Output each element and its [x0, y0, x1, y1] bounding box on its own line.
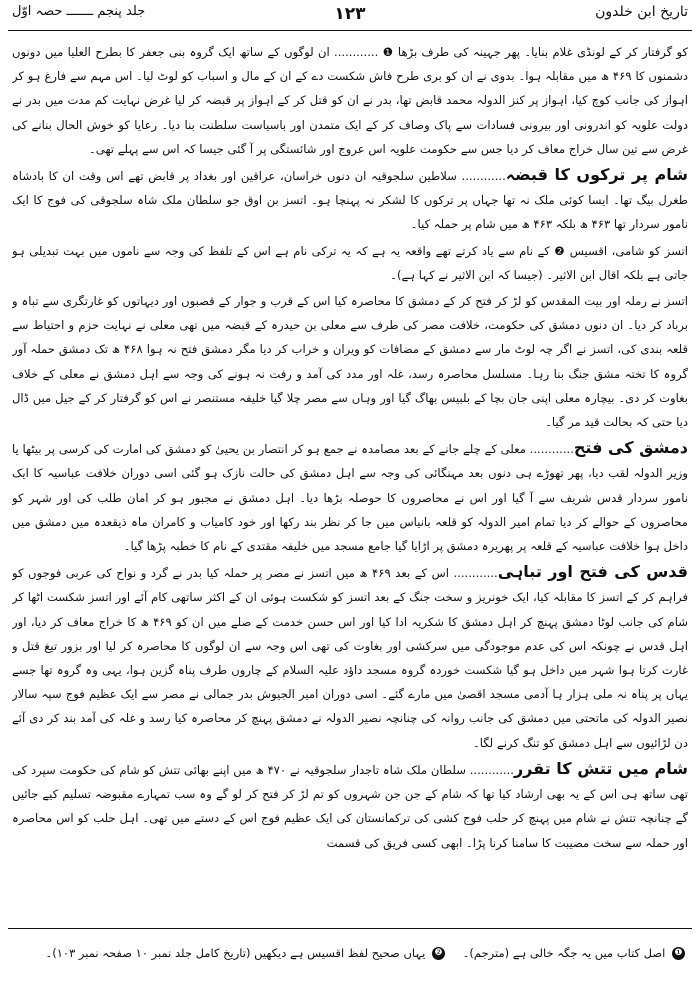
page-body	[12, 40, 688, 915]
footnote-marker: ❷	[432, 947, 445, 960]
paragraph: کو گرفتار کر کے لونڈی غلام بنایا۔ پھر جہینہ کی طرف بڑھا ❶ ............ ان لوگوں کے ساتھ ایک گروہ بنی جعفر کا بطرح العلیا میں دونوں دشمنوں کا ۴۶۹ ھ میں مقابلہ ہوا۔ بدوی نے ان کو بری طرح فاش شکست دے کے ان کے مال و اسباب کو لوٹ لیا۔ اس مہم سے فارغ ہو کر اہواز کی جانب کوچ کیا، اہواز پر کنز الدولہ محمد قابض تھا، بدر نے ان کو قتل کر کے اہواز پر قبضہ کر لیا غرض نہایت کم مدت میں بدر نے دولت علویہ کو اندرونی اور بیرونی فسادات سے پاک وصاف کر کے ایک متمدن اور باسیاست سلطنت بنا دیا۔ رعایا کو خوش الحال بنانے کی غرض سے تین سال خراج معاف کر دیا جس سے حکومت علویہ اس عروج اور شائستگی پر آ گئی جیسا کہ اس سے پہلے تھی۔	[12, 45, 688, 156]
section-heading: قدس کی فتح اور تباہی	[497, 562, 688, 582]
page-header	[8, 4, 692, 30]
footnote-marker: ❶	[672, 947, 685, 960]
section-heading: شام میں تتش کا تقرر	[513, 758, 688, 778]
paragraph: دمشق کی فتح............ معلی کے چلے جانے کے بعد مصامدہ نے جمع ہو کر انتصار بن یحییٰ کو دمشق کی امارت کی کرسی پر بیٹھا یا وزیر الدولہ لقب دیا، پھر تھوڑے ہی دنوں بعد مہنگائی کی وجہ سے اہل دمشق کی حالت نازک ہو گئی اسی دوران خلافت عباسیہ کا ایک نامور سردار قدس شریف سے آ گیا اور اس نے محاصروں کا حوصلہ بڑھا دیا۔ اہل دمشق نے مجبور ہو کر امان طلب کی اور شہر کو محاصروں کے حوالے کر دیا تمام امیر الدولہ کو قلعہ بانیاس میں جا کر نظر بند رکھا اور خود کامیاب و کامران ماہ ذیقعدہ میں دمشق میں داخل ہوا خلافت عباسیہ کے قلعہ پر پھریرہ دمشق پر اڑایا گیا جامع مسجد میں خلیفہ مقتدی کے نام کا خطبہ پڑھا گیا۔	[12, 438, 688, 554]
paragraph: شام پر ترکوں کا قبضہ............ سلاطین سلجوقیہ ان دنوں خراسان، عراقین اور بغداد پر قابض تھے اس وقت ان کا بادشاہ طغرل بیگ تھا۔ ایسا کوئی ملک نہ تھا جہاں پر ترکوں کا لشکر نہ پہنچا ہو۔ اتسز بن اوق جو سلطان ملک شاہ سلجوقی کی فوج کا ایک نامور سردار تھا ۴۶۳ ھ بلکہ ۴۶۳ ھ میں شام پر حملہ کیا۔	[12, 165, 688, 232]
header-rule	[8, 30, 692, 31]
page-number: ۱۲۳	[334, 4, 366, 24]
footnote-1: اصل کتاب میں یہ جگہ خالی ہے (مترجم)۔	[462, 946, 666, 960]
paragraph: شام میں تتش کا تقرر............ سلطان ملک شاہ تاجدار سلجوقیہ نے ۴۷۰ ھ میں اپنے بھائی تتش کو شام کی حکومت سپرد کی تھی ساتھ ہی اس کے یہ بھی ارشاد کیا تھا کہ شام کے جن جن شہروں کو تم لڑ کر فتح کر لو گے وہ سب تمہارے مقبوضہ تسلیم کیے جائیں گے چنانچہ تتش نے شام میں پہنچ کر حلب فوج کشی کی ترکمانستان کی ایک عظیم فوج اس کے دستے میں تھی۔ اہل حلب کو اس محاصرہ اور حملہ سے سخت مصیبت کا سامنا کرنا پڑا۔ ابھی کسی فریق کی قسمت	[12, 758, 688, 850]
paragraph: قدس کی فتح اور تباہی............ اس کے بعد ۴۶۹ ھ میں اتسز نے مصر پر حملہ کیا بدر نے گرد و نواح کی عربی فوجوں کو فراہم کر کے اتسز کا مقابلہ کیا، ایک خونریز و سخت جنگ کے بعد اتسز کو شکست ہوئی ان کے اکثر ساتھی کام آئے اور اتسز شکست اٹھا کر شام کی جانب لوٹا دمشق پہنچ کر اہل دمشق کا شکریہ ادا کیا اور اس حسن خدمت کے صلے میں ان کو ۴۶۹ ھ کا خراج معاف کر دیا، اور اہل قدس نے چونکہ اس کی عدم موجودگی میں سرکشی اور بغاوت کی تھی اس وجہ سے ان لوگوں کا محاصرہ کر لیا اور بزور تیغ قتل و غارت کرتا ہوا شہر میں داخل ہو گیا شکست خوردہ گروہ مسجد داؤد علیہ السلام کے چاروں طرف پناہ گزین ہوا، یہی وہ گروہ تھا جسے یہاں پر پناہ نہ ملی ہزار ہا آدمی مسجد اقصیٰ میں مارے گئے۔ اسی دوران امیر الجیوش بدر جمالی نے مصر سے ایک عظیم فوج سپہ سالار نصیر الدولہ کی ماتحتی میں دمشق کی جانب روانہ کی چنانچہ نصیر الدولہ نے دمشق پہنچ کر محاصرہ کیا رسد و غلہ کی آمد بند کر دی آئے دن لڑائیوں سے اہل دمشق کو تنگ کرنے لگا۔	[12, 562, 688, 750]
paragraph: اتسز کو شامی، اقسیس ❷ کے نام سے یاد کرتے تھے واقعہ یہ ہے کہ یہ ترکی نام ہے اس کے تلفظ کی وجہ سے ناموں میں بہت تبدیلی ہو جاتی ہے بلکہ اقال ابن الاثیر۔ (جیسا کہ ابن الاثیر نے کہا ہے)۔	[12, 243, 688, 282]
volume-label: جلد پنجم ـــــــ حصہ اوّل	[12, 4, 146, 19]
footnote-2: یہاں صحیح لفظ اقسیس ہے دیکھیں (تاریخ کامل جلد نمبر ۱۰ صفحہ نمبر ۱۰۳)۔	[45, 946, 426, 960]
book-title: تاریخ ابن خلدون	[595, 4, 688, 20]
section-heading: شام پر ترکوں کا قبضہ	[505, 165, 688, 185]
footnotes	[12, 944, 688, 972]
section-heading: دمشق کی فتح	[573, 438, 688, 458]
footnote-rule	[8, 928, 692, 929]
paragraph: اتسز نے رملہ اور بیت المقدس کو لڑ کر فتح کر کے دمشق کا محاصرہ کیا اس کے قرب و جوار کے قصبوں اور دیہاتوں کو غارتگری سے تباہ و برباد کر دیا۔ ان دنوں دمشق کی حکومت، خلافت مصر کی طرف سے معلی بن حیدرہ کے قبضہ میں تھی معلی نے نہایت حزم و احتیاط سے قلعہ بندی کی، اتسز نے اگر چہ لوٹ مار سے دمشق کے مضافات کو ویران و خراب کر دیا مگر دمشق فتح نہ ہوا ۴۶۸ ھ تک دمشق حملہ آور گروہ کا تختہ مشق جنگ بنا رہا۔ مسلسل محاصرہ رسد، غلہ اور مدد کی آمد و رفت نہ ہونے کی وجہ سے اہل دمشق نے معلی کے خلاف بغاوت کر دی۔ بیچارہ معلی اپنی جان بچا کے بلبیس بھاگ گیا اور وہاں سے مصر چلا گیا خلیفہ مستنصر نے اس کو گرفتار کر کے جیل میں ڈال دیا حتی کہ بحالت قید مر گیا۔	[12, 294, 688, 430]
